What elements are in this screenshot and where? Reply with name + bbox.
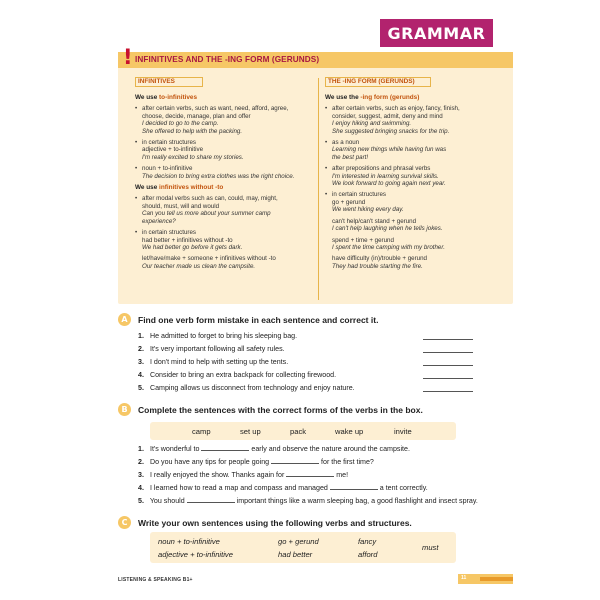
rule-sub: have difficulty (in)/trouble + gerund They had trouble starting the fire. [332,255,427,270]
uses-heading: We use infinitives without -to [135,184,224,192]
infinitives-tag: INFINITIVES [135,77,203,87]
blank-line[interactable] [286,470,334,477]
list-item: 5. You should important things like a warm sleeping bag, a good flashlight and insect spray. [138,497,478,505]
gerunds-column [325,77,505,274]
gerunds-tag: THE -ING FORM (GERUNDS) [325,77,431,87]
rule-bullet: • in certain structures go + gerund We went hiking every day. [325,191,505,213]
answer-line[interactable] [423,339,473,340]
blank-line[interactable] [201,444,249,451]
uses-heading: We use to-infinitives [135,94,198,101]
exercise-b-heading: B Complete the sentences with the correct forms of the verbs in the box. [118,403,423,416]
list-item: 3. I really enjoyed the show. Thanks again for me! [138,471,349,479]
verb-option: wake up [335,426,364,436]
exercise-a-heading: A Find one verb form mistake in each sentence and correct it. [118,313,378,326]
structure-word: had better [278,550,313,559]
rule-bullet: • after modal verbs such as can, could, may, might, should, must, will and would Can you tell us more about your summer camp experience? [135,195,315,225]
rule-bullet: • after prepositions and phrasal verbs I'm interested in learning survival skills. We look forward to going again next year. [325,165,505,187]
structures-box [150,532,456,563]
page-title: GRAMMAR [380,19,493,47]
column-divider [318,78,319,300]
rule-bullet: • as a noun Learning new things while having fun was the best part! [325,139,505,161]
verb-box [150,422,456,440]
rule-bullet: • in certain structures adjective + to-infinitive I'm really excited to share my stories. [135,139,315,161]
grammar-box-title: INFINITIVES AND THE -ING FORM (GERUNDS) [135,55,320,64]
structure-word: adjective + to-infinitive [158,550,233,559]
verb-option: set up [240,426,261,436]
list-item: 4. Consider to bring an extra backpack for collecting firewood. [138,371,337,379]
exclamation-icon: ! [123,45,133,69]
list-item: 1. He admitted to forget to bring his sleeping bag. [138,332,298,340]
answer-line[interactable] [423,378,473,379]
verb-option: camp [192,426,211,436]
structure-word: afford [358,550,378,559]
structure-word: must [422,543,439,552]
rule-bullet: • noun + to-infinitive The decision to bring extra clothes was the right choice. [135,165,315,180]
uses-heading: We use the -ing form (gerunds) [325,94,420,101]
exercise-a-badge: A [118,313,131,326]
list-item: 3. I don't mind to help with setting up the tents. [138,358,289,366]
list-item: 2. Do you have any tips for people going for the first time? [138,458,374,466]
footer-label: LISTENING & SPEAKING B1+ [118,577,193,583]
rule-sub: let/have/make + someone + infinitives without -to Our teacher made us clean the campsite. [142,255,276,270]
exercise-c-badge: C [118,516,131,529]
exercise-c-heading: C Write your own sentences using the following verbs and structures. [118,516,412,529]
rule-bullet: • after certain verbs, such as want, need, afford, agree, choose, decide, manage, plan and offer I decided to go to the camp. She offered to help with the packing. [135,105,315,135]
infinitives-column [135,77,315,274]
answer-line[interactable] [423,365,473,366]
verb-option: invite [394,426,412,436]
list-item: 5. Camping allows us disconnect from technology and enjoy nature. [138,384,355,392]
answer-line[interactable] [423,352,473,353]
rule-sub: can't help/can't stand + gerund I can't help laughing when he tells jokes. [332,217,443,233]
blank-line[interactable] [271,457,319,464]
blank-line[interactable] [330,483,378,490]
rule-bullet: • in certain structures had better + infinitives without -to We had better go before it gets dark. [135,229,315,251]
list-item: 4. I learned how to read a map and compass and managed a tent correctly. [138,484,428,492]
page-number: 11 [461,575,467,581]
exercise-b-list [138,443,478,508]
verb-option: pack [290,426,307,436]
exercise-a-list [138,330,355,395]
rule-sub: spend + time + gerund I spent the time camping with my brother. [332,236,445,251]
list-item: 1. It's wonderful to early and observe the nature around the campsite. [138,445,410,453]
structure-word: noun + to-infinitive [158,537,220,546]
list-item: 2. It's very important following all safety rules. [138,345,285,353]
structure-word: fancy [358,537,377,546]
structure-word: go + gerund [278,537,319,546]
rule-bullet: • after certain verbs, such as enjoy, fancy, finish, consider, suggest, admit, deny and mind I enjoy hiking and swimming. She suggested bringing snacks for the trip. [325,105,505,135]
exercise-b-badge: B [118,403,131,416]
answer-line[interactable] [423,391,473,392]
page-number-strip [480,577,513,581]
blank-line[interactable] [187,496,235,503]
